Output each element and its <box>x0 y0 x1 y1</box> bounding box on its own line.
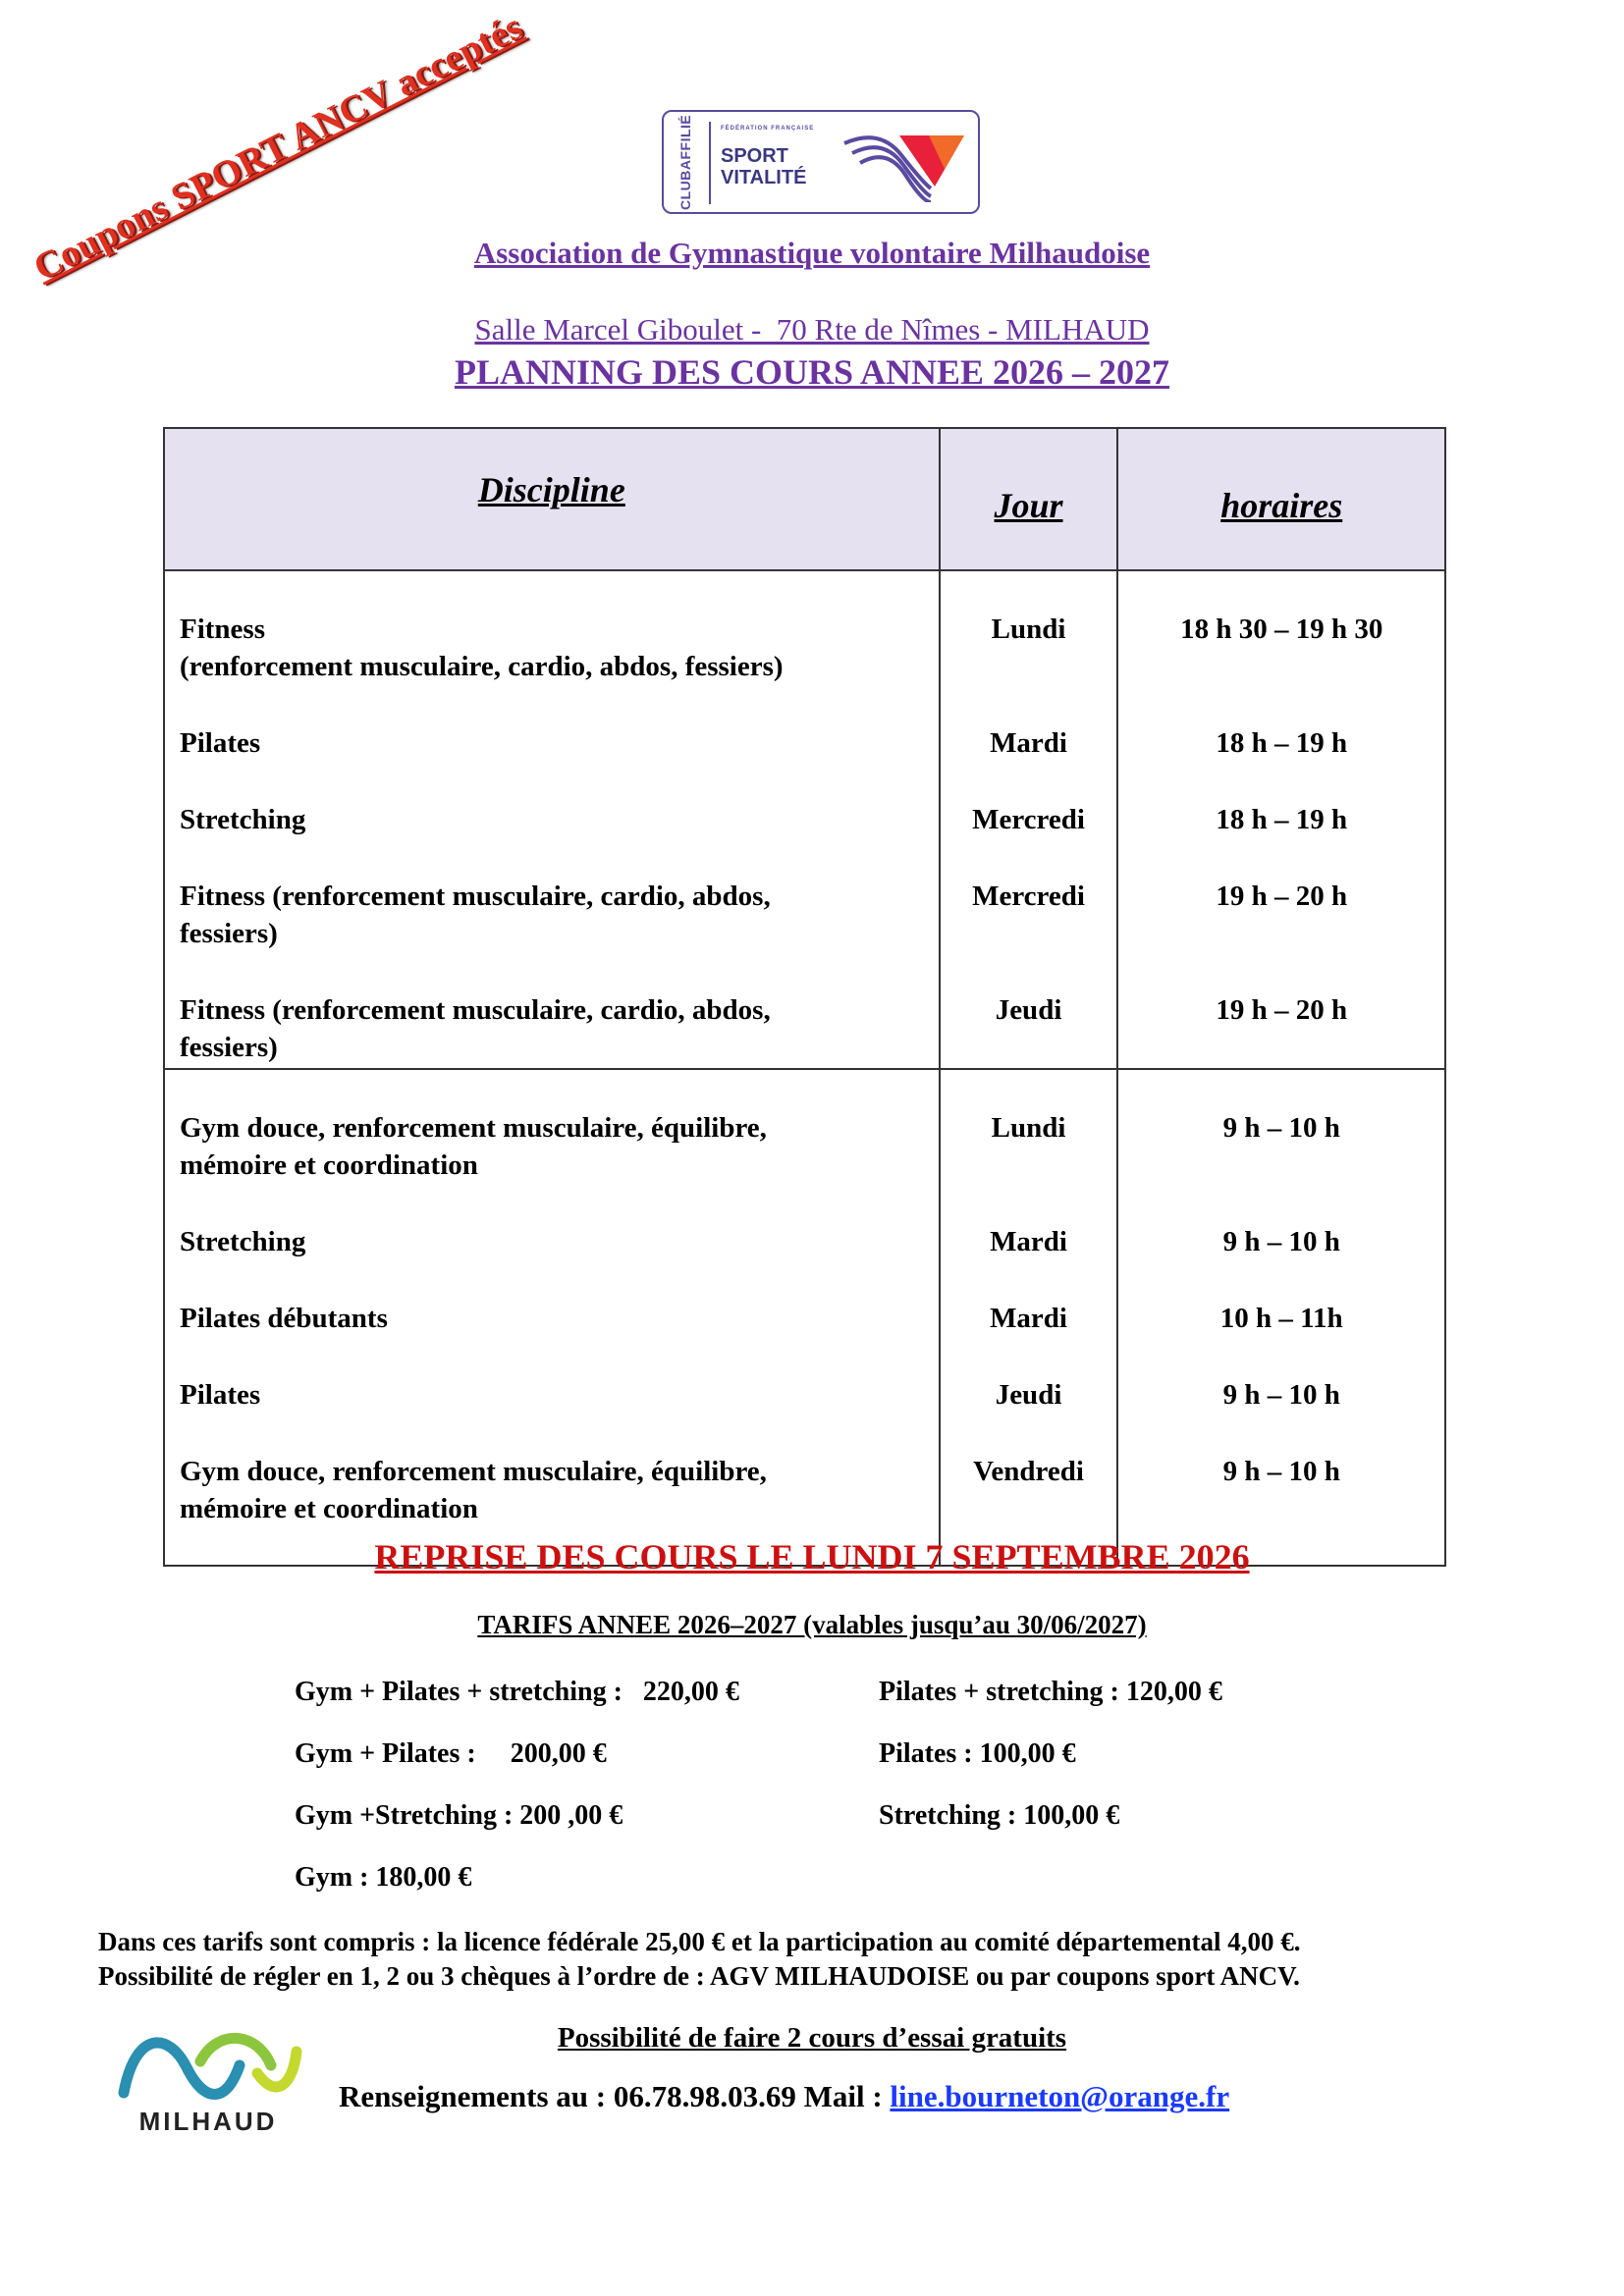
cell-horaires: 9 h – 10 h <box>1117 1338 1445 1415</box>
cell-discipline: Gym douce, renforcement musculaire, équilibre, mémoire et coordination <box>164 1069 940 1185</box>
cell-discipline: Pilates débutants <box>164 1261 940 1338</box>
logo-line-vitalite: VITALITÉ <box>721 167 807 188</box>
cell-jour: Mardi <box>940 1261 1118 1338</box>
table-row <box>164 570 1445 686</box>
note-licence: Dans ces tarifs sont compris : la licence fédérale 25,00 € et la participation au comité départemental 4,00 €. <box>98 1927 1301 1956</box>
cell-discipline: Stretching <box>164 1185 940 1261</box>
cell-discipline: Pilates <box>164 1338 940 1415</box>
logo-small-text: FÉDÉRATION FRANÇAISE <box>721 126 815 132</box>
cell-horaires: 9 h – 10 h <box>1117 1185 1445 1261</box>
cell-jour: Mercredi <box>940 763 1118 839</box>
header-horaires: horaires <box>1117 428 1445 570</box>
header-discipline: Discipline <box>164 428 940 570</box>
cell-jour: Jeudi <box>940 953 1118 1069</box>
table-header-row <box>164 428 1445 570</box>
logo-separator <box>709 122 711 204</box>
table-row <box>164 953 1445 1069</box>
cell-horaires: 18 h – 19 h <box>1117 763 1445 839</box>
essai-gratuit: Possibilité de faire 2 cours d’essai gratuits <box>557 2022 1067 2054</box>
header-jour: Jour <box>940 428 1118 570</box>
table-row <box>164 1338 1445 1415</box>
cell-horaires: 19 h – 20 h <box>1117 839 1445 953</box>
contact-line <box>339 2079 1229 2114</box>
tarifs-title: TARIFS ANNEE 2026–2027 (valables jusqu’au 30/06/2027) <box>477 1610 1147 1639</box>
contact-label: Renseignements au : 06.78.98.03.69 Mail : <box>339 2079 891 2113</box>
cell-discipline: Fitness (renforcement musculaire, cardio, abdos, fessiers) <box>164 570 940 686</box>
swoosh-logo-icon <box>840 122 968 202</box>
planning-title: PLANNING DES COURS ANNEE 2026 – 2027 <box>454 352 1170 392</box>
cell-discipline: Fitness (renforcement musculaire, cardio, abdos, fessiers) <box>164 839 940 953</box>
logo-side-text: CLUBAFFILIÉ <box>677 114 693 210</box>
tarif-item: Gym + Pilates : 200,00 € <box>295 1738 607 1769</box>
tarif-item: Pilates : 100,00 € <box>879 1738 1076 1769</box>
ancv-stamp: Coupons SPORT ANCV acceptés <box>27 6 529 290</box>
table-row <box>164 1069 1445 1185</box>
table-row <box>164 1185 1445 1261</box>
cell-horaires: 19 h – 20 h <box>1117 953 1445 1069</box>
cell-discipline: Fitness (renforcement musculaire, cardio, abdos, fessiers) <box>164 953 940 1069</box>
table-row <box>164 1261 1445 1338</box>
cell-horaires: 18 h 30 – 19 h 30 <box>1117 570 1445 686</box>
note-paiement: Possibilité de régler en 1, 2 ou 3 chèques à l’ordre de : AGV MILHAUDOISE ou par coupons sport ANCV. <box>98 1961 1300 1991</box>
cell-jour: Mardi <box>940 686 1118 763</box>
tarif-item: Pilates + stretching : 120,00 € <box>879 1677 1222 1707</box>
salle-address: Salle Marcel Giboulet - 70 Rte de Nîmes - MILHAUD <box>474 312 1150 347</box>
cell-discipline: Gym douce, renforcement musculaire, équilibre, mémoire et coordination <box>164 1415 940 1566</box>
milhaud-word: MILHAUD <box>138 2107 278 2136</box>
cell-jour: Jeudi <box>940 1338 1118 1415</box>
table-row <box>164 763 1445 839</box>
logo-main-text <box>721 145 806 188</box>
cell-jour: Mardi <box>940 1185 1118 1261</box>
email-link[interactable]: line.bourneton@orange.fr <box>890 2079 1230 2113</box>
cell-discipline: Pilates <box>164 686 940 763</box>
tarif-item: Gym + Pilates + stretching : 220,00 € <box>295 1677 739 1707</box>
tarif-item: Gym : 180,00 € <box>295 1862 472 1893</box>
cell-horaires: 18 h – 19 h <box>1117 686 1445 763</box>
club-affilie-logo <box>662 110 980 214</box>
cell-jour: Lundi <box>940 1069 1118 1185</box>
tarif-item: Stretching : 100,00 € <box>879 1800 1120 1831</box>
cell-jour: Lundi <box>940 570 1118 686</box>
milhaud-logo <box>110 2022 306 2140</box>
cell-jour: Vendredi <box>940 1415 1118 1566</box>
association-name: Association de Gymnastique volontaire Milhaudoise <box>473 236 1151 270</box>
cell-jour: Mercredi <box>940 839 1118 953</box>
table-row <box>164 839 1445 953</box>
table-row <box>164 686 1445 763</box>
milhaud-wave-icon <box>110 2022 306 2110</box>
cell-horaires: 10 h – 11h <box>1117 1261 1445 1338</box>
tarif-item: Gym +Stretching : 200 ,00 € <box>295 1800 623 1831</box>
cell-discipline: Stretching <box>164 763 940 839</box>
schedule-table <box>163 427 1446 1567</box>
reprise-banner: REPRISE DES COURS LE LUNDI 7 SEPTEMBRE 2026 <box>374 1537 1250 1576</box>
cell-horaires: 9 h – 10 h <box>1117 1069 1445 1185</box>
cell-horaires: 9 h – 10 h <box>1117 1415 1445 1566</box>
logo-line-sport: SPORT <box>721 145 788 167</box>
